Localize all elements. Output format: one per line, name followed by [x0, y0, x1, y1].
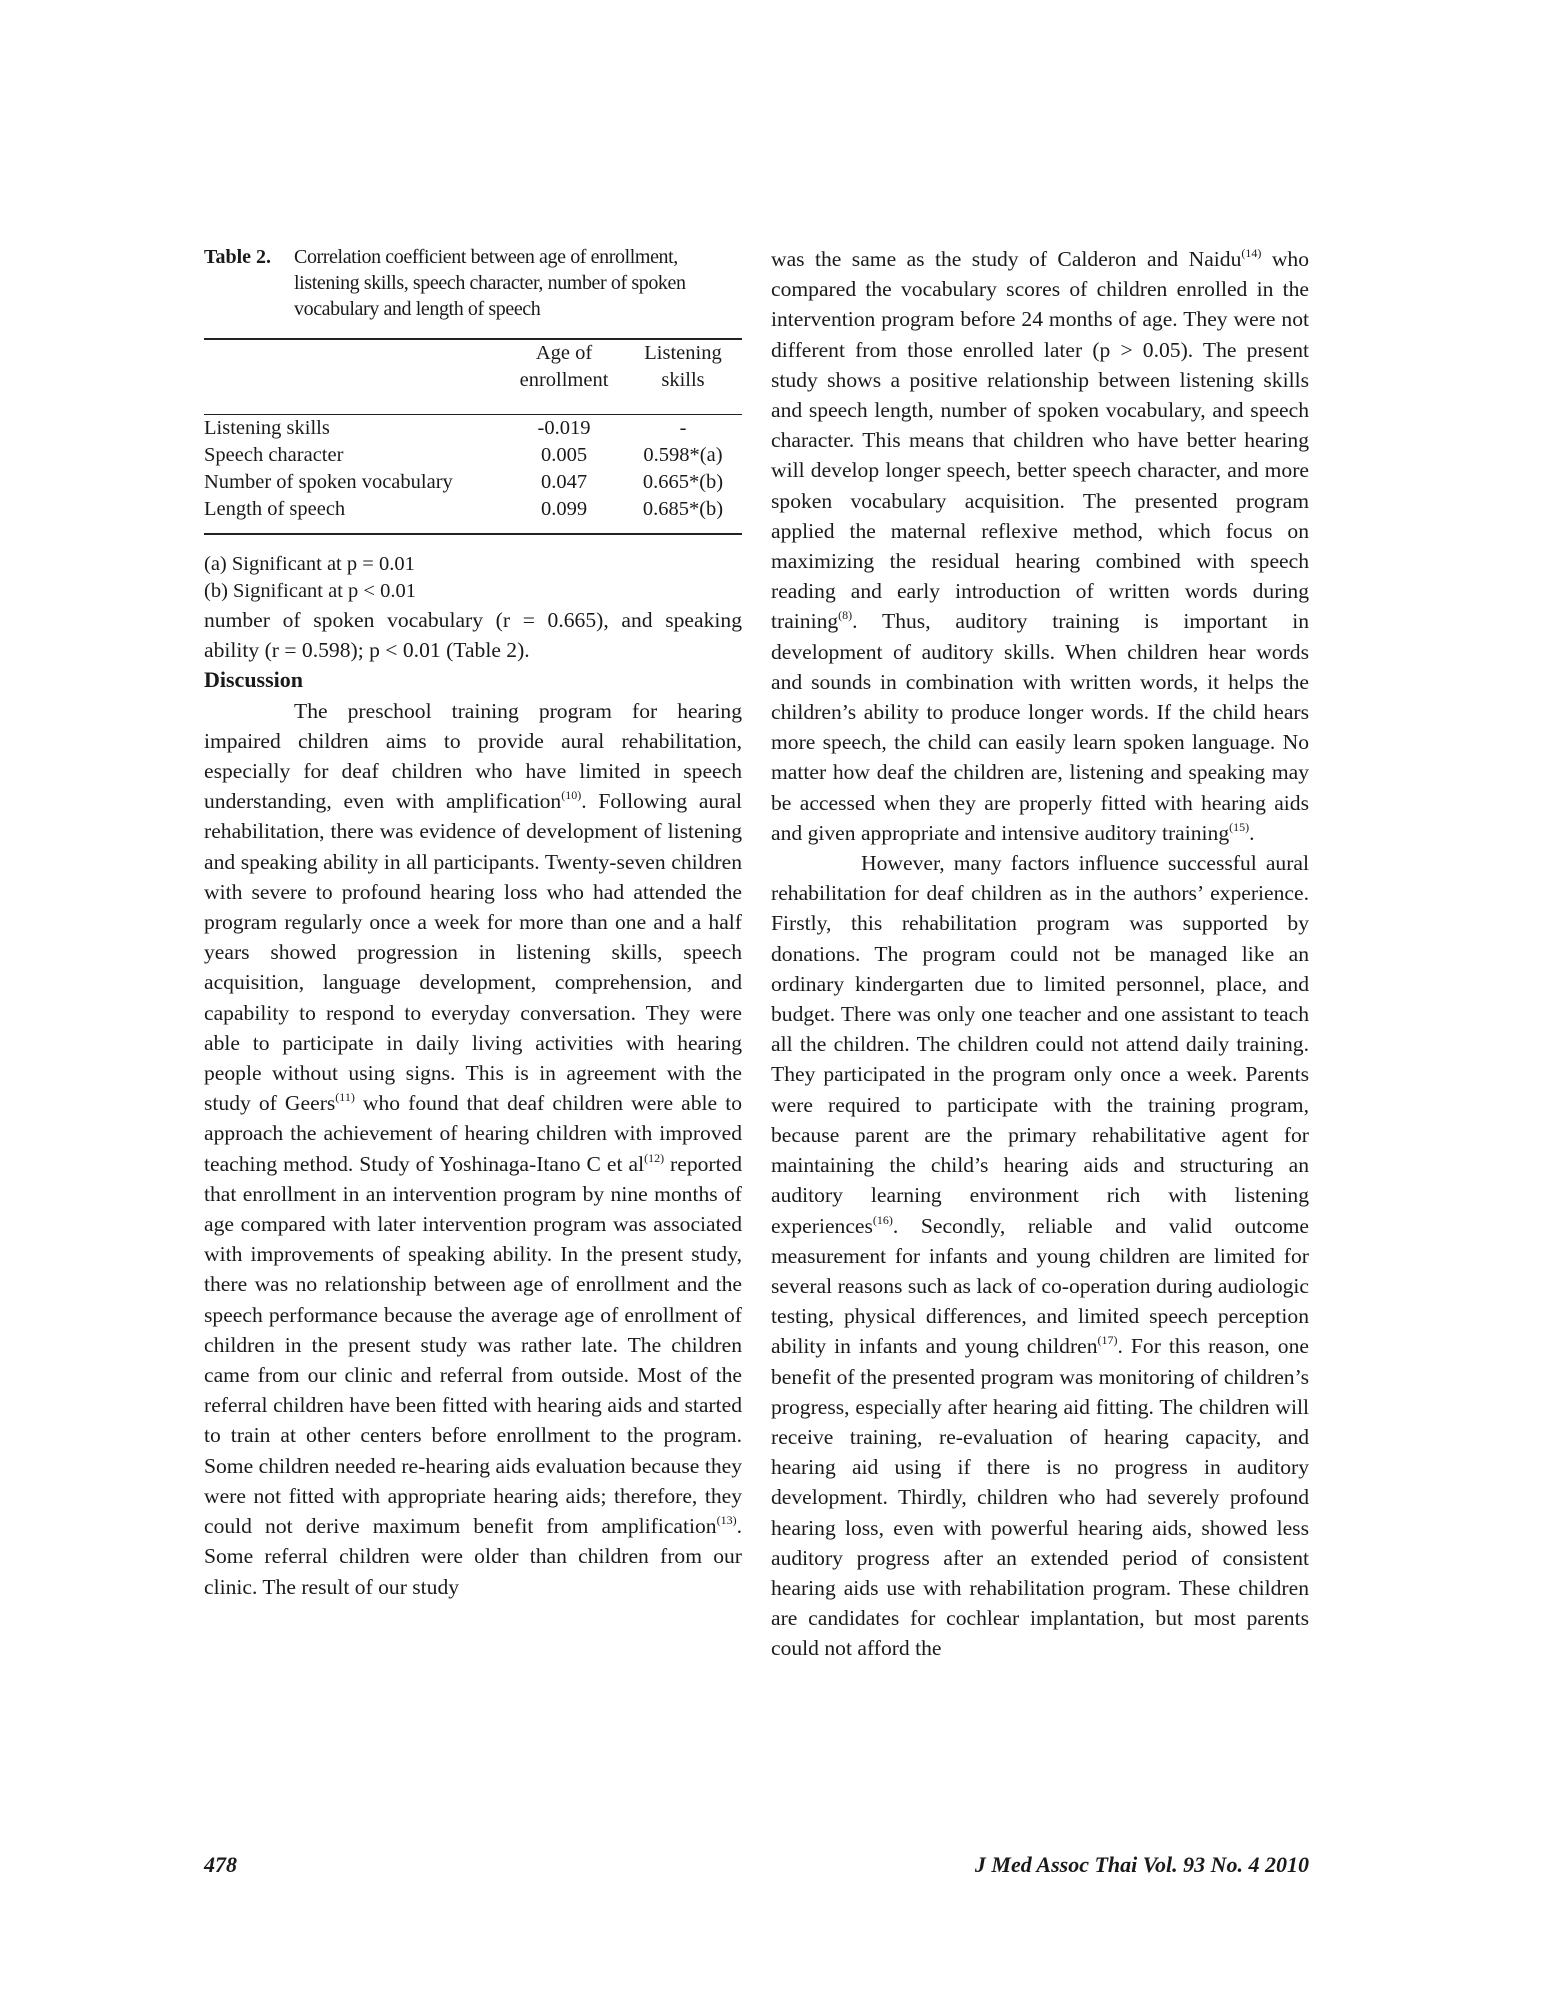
table-cell: Number of spoken vocabulary [204, 471, 453, 493]
table-bottom-rule [204, 533, 742, 535]
text-run: who compared the vocabulary scores of children enrolled in the intervention program before 24 months of age. They were not different from those enrolled later (p > 0.05). The present study shows a positive relationship between listening skills and speech length, number of spoken vocabulary, and speech character. This means that children who have better hearing will develop longer speech, better speech character, and more spoken vocabulary acquisition. The presented program applied the maternal reflexive method, which focus on maximizing the residual hearing combined with speech reading and early introduction of written words during training [771, 247, 1310, 634]
discussion-heading: Discussion [204, 667, 304, 693]
table-header-age-of-enrollment: Age of enrollment [519, 342, 609, 391]
table-cell: -0.019 [537, 417, 591, 439]
citation: (8) [838, 608, 853, 623]
left-column [204, 244, 742, 1602]
correlation-table-body [204, 415, 742, 523]
citation: (13) [716, 1513, 737, 1528]
text-run: However, many factors influence successful aural rehabilitation for deaf children as in the authors’ experience. Firstly, this rehabilitation program was supported by donations. The program could not be managed like an ordinary kindergarten due to limited personnel, place, and budget. There was only one teacher and one assistant to teach all the children. The children could not attend daily training. They participated in the program only once a week. Parents were required to participate with the training program, because parent are the primary rehabilitative agent for maintaining the child’s hearing aids and structuring an auditory learning environment rich with listening experiences [771, 851, 1309, 1238]
table-cell: Listening skills [204, 417, 330, 439]
text-run: The preschool training program for hearing impaired children aims to provide aural rehabilitation, especially for deaf children who have limited in speech understanding, even with amplification [204, 698, 742, 814]
table-footnote: (a) Significant at p = 0.01 [204, 553, 415, 575]
discussion-paragraph-factors [771, 848, 1309, 1663]
table-header-listening-skills: Listening skills [644, 342, 722, 391]
discussion-paragraph-continued [771, 244, 1309, 848]
citation: (11) [335, 1090, 355, 1105]
table-caption [204, 244, 742, 322]
text-run: was the same as the study of Calderon and Naidu [771, 247, 1242, 271]
citation: (16) [872, 1212, 893, 1227]
table-cell: 0.665*(b) [642, 471, 724, 493]
text-run: . For this reason, one benefit of the presented program was monitoring of children’s progress, especially after hearing aid fitting. The children will receive training, re-evaluation of hearing capacity, and hearing aid using if there is no progress in auditory development. Thirdly, children who had severely profound hearing loss, even with powerful hearing aids, showed less auditory progress after an extended period of consistent hearing aids use with rehabilitation program. These children are candidates for cochlear implantation, but most parents could not afford the [771, 1334, 1309, 1661]
table-cell: 0.005 [540, 444, 588, 466]
table-cell: 0.598*(a) [643, 444, 723, 466]
text-run: . Secondly, reliable and valid outcome measurement for infants and young children are limited for several reasons such as lack of co-operation during audiologic testing, physical differences, and limited speech perception ability in infants and young children [771, 1213, 1309, 1359]
table-cell: 0.047 [540, 471, 588, 493]
text-run: . Some referral children were older than children from our clinic. The result of our study [204, 1514, 742, 1599]
table-footnotes [204, 551, 742, 605]
table-footnote: (b) Significant at p < 0.01 [204, 580, 416, 602]
table-cell: 0.685*(b) [642, 498, 724, 520]
correlation-table [204, 340, 742, 394]
table-cell: 0.099 [540, 498, 588, 520]
table-cell: - [679, 417, 687, 439]
text-run: . Following aural rehabilitation, there was evidence of development of listening and speaking ability in all participants. Twenty-seven children with severe to profound hearing loss who had attended the program regularly once a week for more than one and a half years showed progression in listening skills, speech acquisition, language development, comprehension, and capability to respond to everyday conversation. They were able to participate in daily living activities with hearing people without using signs. This is in agreement with the study of Geers [204, 789, 742, 1116]
page-number: 478 [204, 1852, 237, 1877]
table-cell: Speech character [204, 444, 344, 466]
results-paragraph-end: number of spoken vocabulary (r = 0.665), and speaking ability (r = 0.598); p < 0.01 (Table 2). [204, 608, 742, 663]
discussion-paragraph [204, 696, 742, 1602]
table-header-blank [204, 340, 504, 394]
right-column [771, 244, 1309, 1664]
table-row [204, 415, 742, 442]
citation: (15) [1229, 819, 1250, 834]
citation: (17) [1097, 1333, 1118, 1348]
table-caption-text: Correlation coefficient between age of enrollment, listening skills, speech character, number of spoken vocabulary and length of speech [294, 246, 686, 320]
text-run: reported that enrollment in an intervention program by nine months of age compared with later intervention program was associated with improvements of speaking ability. In the present study, there was no relationship between age of enrollment and the speech performance because the average age of enrollment of children in the present study was rather late. The children came from our clinic and referral from outside. Most of the referral children have been fitted with hearing aids and started to train at other centers before enrollment to the program. Some children needed re-hearing aids evaluation because they were not fitted with appropriate hearing aids; therefore, they could not derive maximum benefit from amplification [204, 1151, 742, 1539]
text-run: . Thus, auditory training is important in development of auditory skills. When children hear words and sounds in combination with written words, it helps the children’s ability to produce longer words. If the child hears more speech, the child can easily learn spoken language. No matter how deaf the children are, listening and speaking may be accessed when they are properly fitted with hearing aids and given appropriate and intensive auditory training [771, 609, 1309, 845]
citation: (10) [561, 788, 582, 803]
citation: (12) [644, 1150, 665, 1165]
citation: (14) [1241, 246, 1262, 260]
table-row [204, 442, 742, 469]
text-run: who found that deaf children were able to approach the achievement of hearing children with improved teaching method. Study of Yoshinaga-Itano C et al [204, 1091, 742, 1176]
table-label: Table 2. [204, 246, 272, 268]
journal-citation: J Med Assoc Thai Vol. 93 No. 4 2010 [974, 1852, 1309, 1877]
table-cell: Length of speech [204, 498, 346, 520]
text-run: . [1249, 820, 1255, 845]
table-row [204, 496, 742, 523]
table-row [204, 469, 742, 496]
